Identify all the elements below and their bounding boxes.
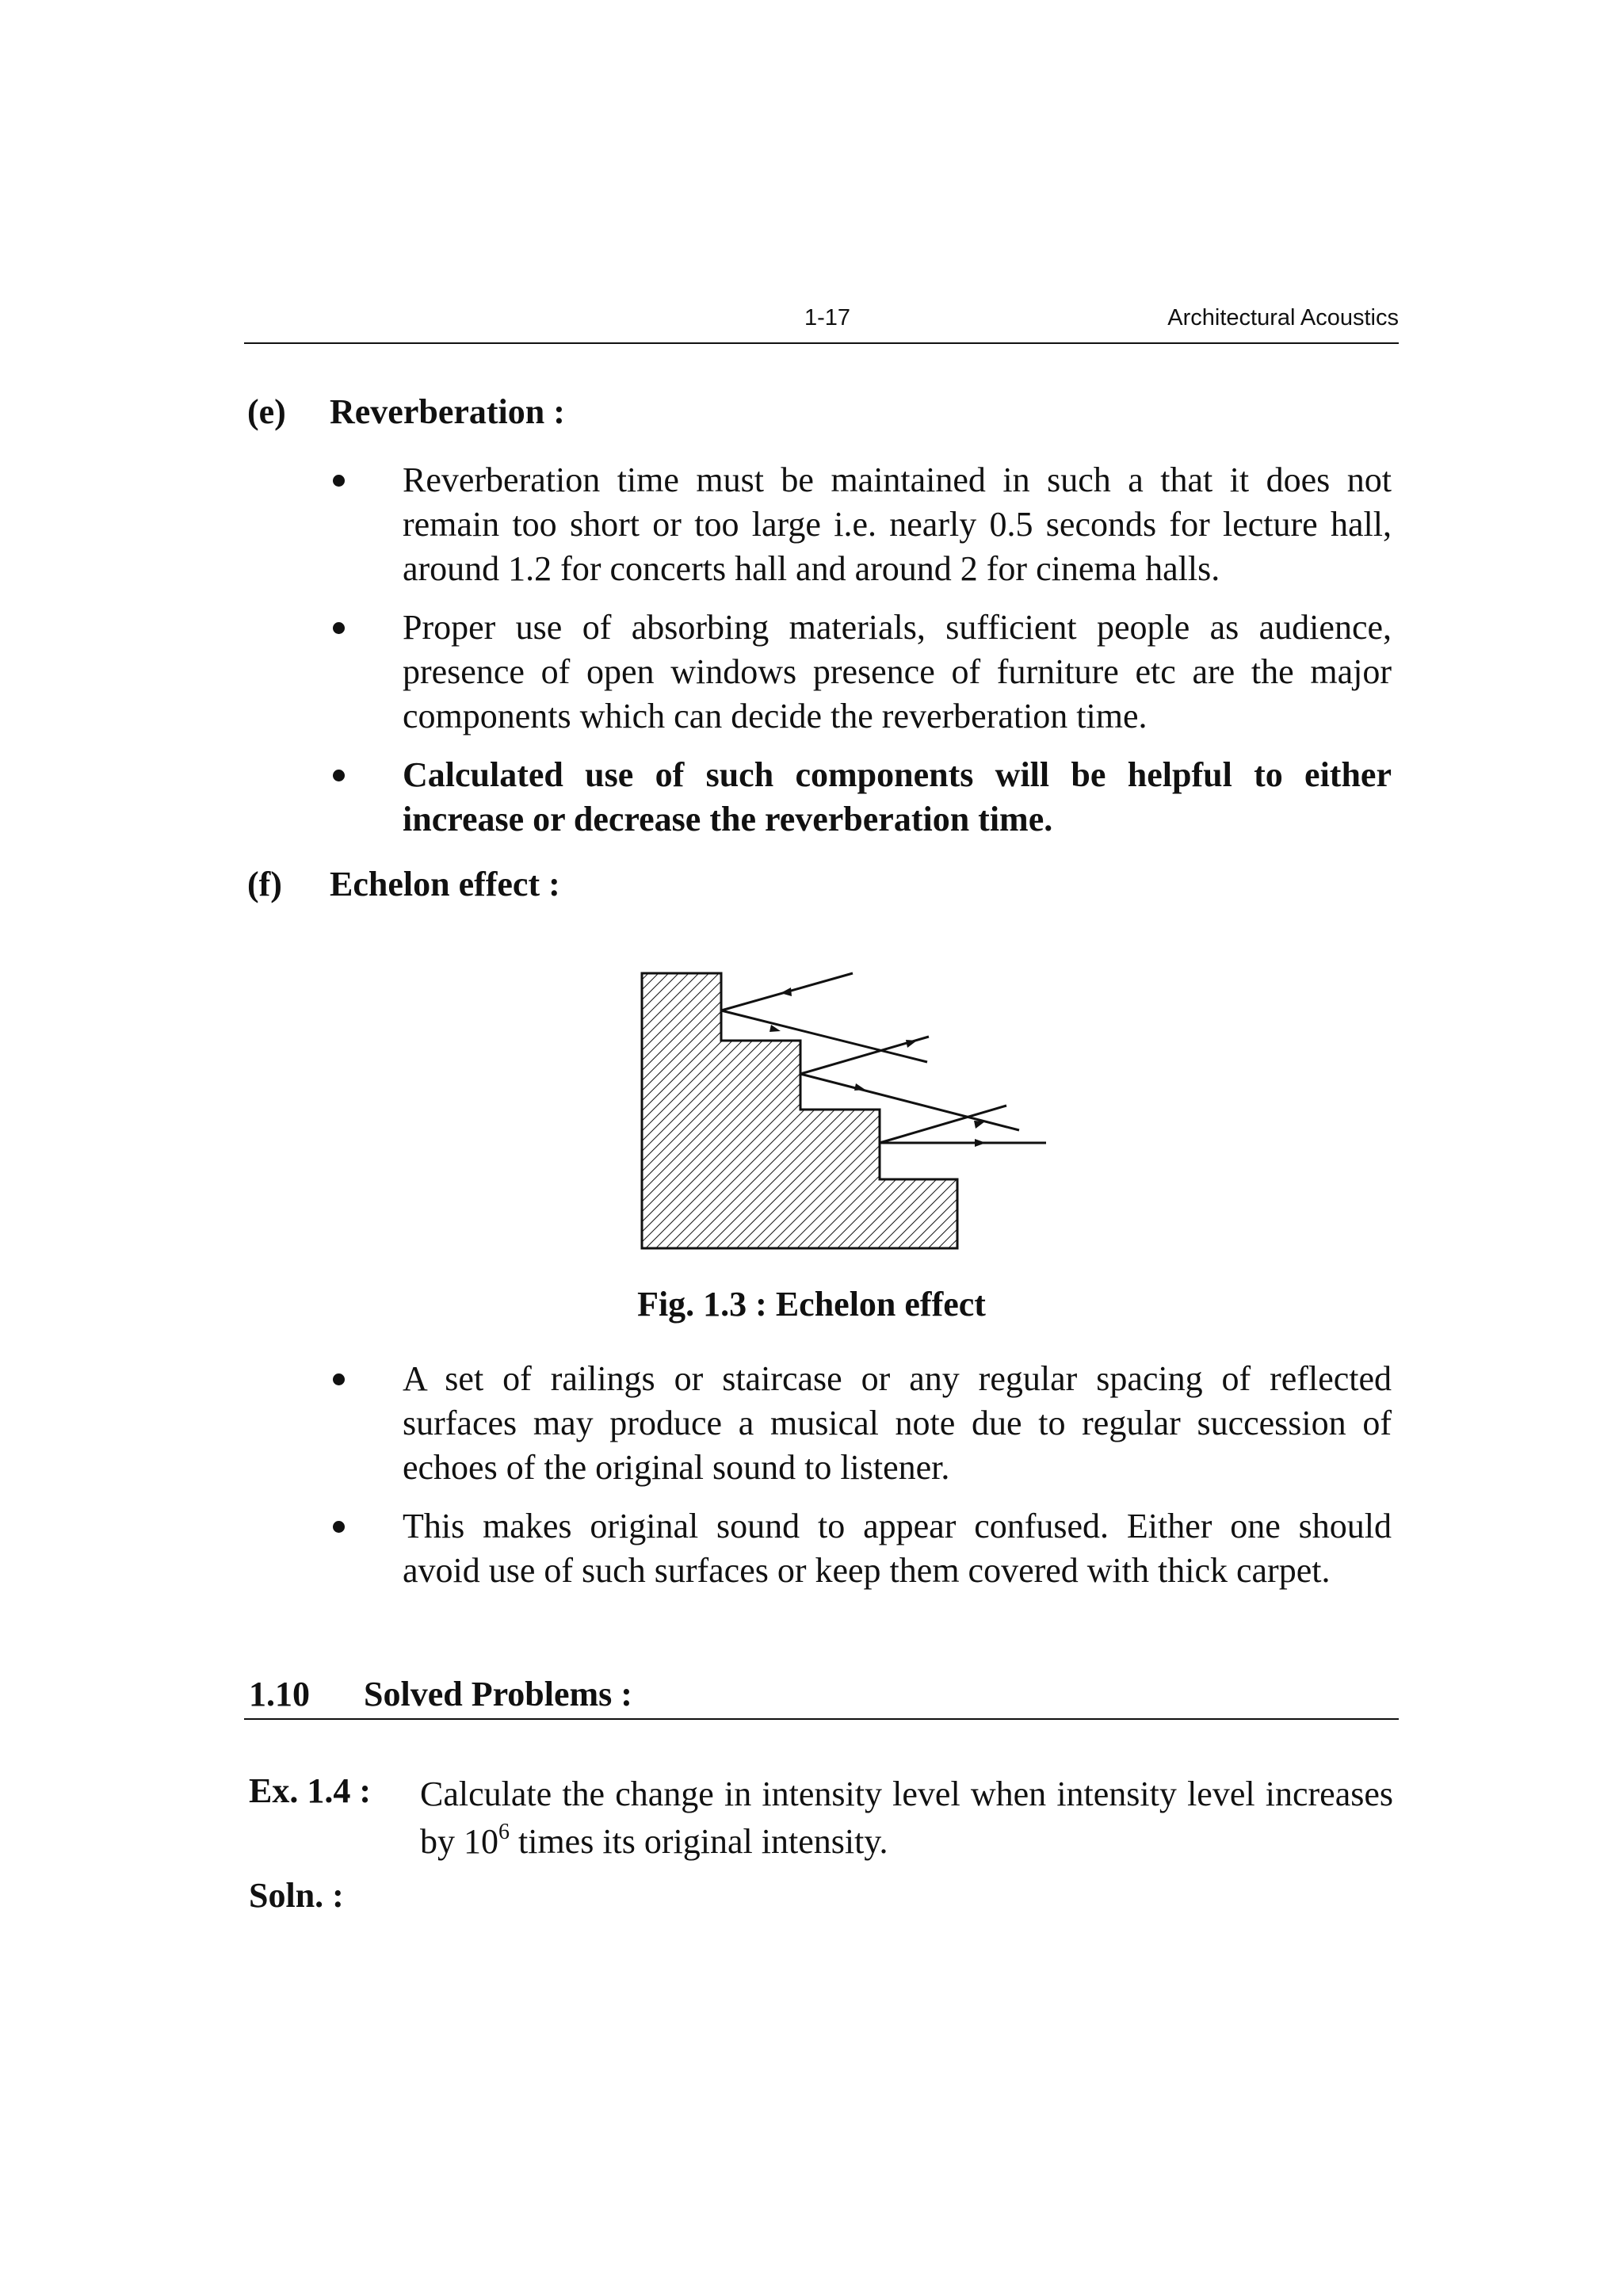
bullet-text: A set of railings or staircase or any regular spacing of reflected surfaces may produce a musical note due to regular succession of echoes of the original sound to listener. — [403, 1359, 1392, 1487]
arrow-head-icon — [781, 988, 792, 996]
section-rule — [244, 1718, 1399, 1720]
echelon-bullet-list — [333, 1357, 1392, 1607]
section-e-label: (e) — [247, 392, 286, 431]
list-item — [333, 1357, 1392, 1490]
bullet-icon — [333, 1373, 345, 1385]
echelon-effect-diagram — [634, 967, 1062, 1268]
section-title: Solved Problems : — [364, 1675, 632, 1713]
example-text-before: Calculate the change in intensity level when intensity level increases by 10 — [420, 1775, 1393, 1861]
list-item — [333, 1504, 1392, 1593]
section-f-label: (f) — [247, 865, 282, 904]
staircase-surface — [642, 973, 957, 1248]
section-number: 1.10 — [249, 1675, 310, 1713]
list-item — [333, 606, 1392, 739]
arrow-head-icon — [854, 1083, 865, 1091]
header-rule — [244, 342, 1399, 344]
section-f-heading — [247, 864, 1040, 908]
arrow-head-icon — [974, 1121, 985, 1129]
example-label: Ex. 1.4 : — [249, 1771, 371, 1810]
solved-problems-heading — [249, 1674, 1041, 1718]
section-f-title: Echelon effect : — [330, 865, 560, 904]
bullet-text: Calculated use of such components will be helpful to either increase or decrease the reverberation time. — [403, 755, 1392, 839]
bullet-icon — [333, 770, 345, 781]
list-item — [333, 753, 1392, 842]
figure-caption: Fig. 1.3 : Echelon effect — [637, 1285, 986, 1324]
bullet-icon — [333, 475, 345, 487]
page-number: 1-17 — [804, 305, 851, 330]
list-item — [333, 458, 1392, 591]
example-text-after: times its original intensity. — [510, 1822, 888, 1861]
example-exponent: 6 — [498, 1820, 510, 1844]
running-title: Architectural Acoustics — [1167, 305, 1399, 330]
section-e-title: Reverberation : — [330, 392, 565, 431]
bullet-text: Proper use of absorbing materials, sufficient people as audience, presence of open windows presence of furniture etc are the major components which can decide the reverberation time. — [403, 608, 1392, 735]
arrow-head-icon — [906, 1040, 917, 1048]
example-text — [420, 1771, 1393, 1866]
bullet-text: This makes original sound to appear confused. Either one should avoid use of such surfaces or keep them covered with thick carpet. — [403, 1507, 1392, 1590]
arrow-head-icon — [975, 1139, 986, 1147]
solution-label: Soln. : — [249, 1876, 344, 1915]
bullet-text: Reverberation time must be maintained in such a that it does not remain too short or too large i.e. nearly 0.5 seconds for lecture hall, around 1.2 for concerts hall and around 2 for cinema halls. — [403, 460, 1392, 588]
section-e-heading — [247, 392, 1040, 436]
reverberation-bullet-list — [333, 458, 1392, 856]
bullet-icon — [333, 1521, 345, 1533]
bullet-icon — [333, 622, 345, 634]
